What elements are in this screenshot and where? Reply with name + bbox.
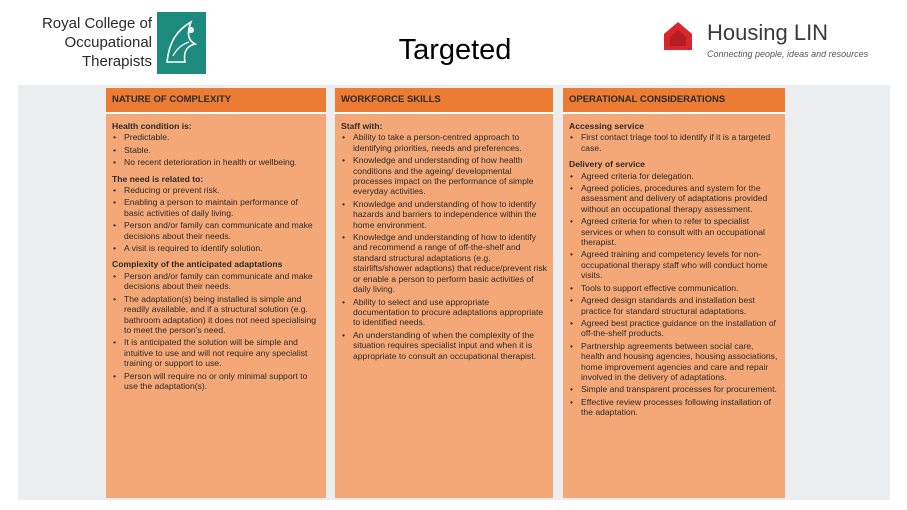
house-icon [663,21,693,51]
page-title: Targeted [398,34,512,66]
bullet-list [112,185,320,253]
section-title: Accessing service [569,121,645,131]
list-item: • Agreed best practice guidance on the installation of off-the-shelf products. [569,318,779,339]
list-item: • Stable. [112,145,320,155]
section-title: Complexity of the anticipated adaptations [112,259,283,270]
list-item: • Effective review processes following installation of the adaptation. [569,397,779,418]
section-title: Delivery of service [569,159,645,170]
rcot-emblem-icon [157,12,206,74]
list-item: • Agreed criteria for delegation. [569,171,779,181]
section-title: Staff with: [341,121,383,131]
column-nature-of-complexity [106,88,326,498]
column-heading: OPERATIONAL CONSIDERATIONS [563,88,785,114]
rcot-logo-text [38,14,152,71]
bullet-list [341,132,547,361]
list-item: • No recent deterioration in health or wellbeing. [112,157,320,167]
list-item: • Person and/or family can communicate and make decisions about their needs. [112,271,320,292]
list-item: • The adaptation(s) being installed is simple and readily available, and if a structural solution (e.g. bathroom adaptation) it does not need specialising to meet the person's need. [112,294,320,336]
list-item: • Knowledge and understanding of how health conditions and the ageing/ developmental processes impact on the performance of simple everyday activities. [341,155,547,197]
list-item: • Simple and transparent processes for procurement. [569,384,779,394]
list-item: • Partnership agreements between social care, health and housing agencies, housing associations, home improvement agencies and care and repair involved in the delivery of adaptations. [569,341,779,383]
column-workforce-skills [335,88,553,498]
list-item: • Knowledge and understanding of how to identify hazards and barriers to independence within the home environment. [341,199,547,230]
bullet-list [569,132,779,153]
rcot-line-1: Royal College of [41,15,152,32]
list-item: • Person will require no or only minimal support to use the adaptation(s). [112,371,320,392]
column-operational-considerations [563,88,785,498]
rcot-logo [38,12,208,74]
list-item: • Agreed criteria for when to refer to specialist services or when to consult with an occupational therapist. [569,216,779,247]
list-item: • Agreed design standards and installation best practice for standard structural adaptations. [569,295,779,316]
list-item: • An understanding of when the complexity of the situation requires specialist input and when it is appropriate to consult an occupational therapist. [341,330,547,361]
list-item: • Tools to support effective communication. [569,283,779,293]
section-title: The need is related to: [112,173,204,184]
list-item: • Ability to take a person-centred approach to identifying priorities, needs and preferences. [341,132,547,153]
list-item: • Enabling a person to maintain performance of basic activities of daily living. [112,197,320,218]
list-item: • Reducing or prevent risk. [112,185,320,195]
bullet-list [569,171,779,418]
list-item: • Ability to select and use appropriate documentation to procure adaptations appropriate to identified needs. [341,297,547,328]
rcot-line-3: Therapists [81,53,152,70]
housing-lin-logo [663,18,883,64]
list-item: • A visit is required to identify solution. [112,243,320,253]
rcot-line-2: Occupational [64,34,152,51]
lin-logo-tagline: Connecting people, ideas and resources [707,49,869,59]
list-item: • First contact triage tool to identify if it is a targeted case. [569,132,779,153]
column-heading: NATURE OF COMPLEXITY [106,88,326,114]
list-item: • Agreed policies, procedures and system for the assessment and delivery of adaptations provided without an occupational therapy assessment. [569,183,779,214]
list-item: • Predictable. [112,132,320,142]
list-item: • It is anticipated the solution will be simple and intuitive to use and will not require any specialist training or support to use. [112,337,320,368]
bullet-list [112,271,320,391]
list-item: • Person and/or family can communicate and make decisions about their needs. [112,220,320,241]
list-item: • Knowledge and understanding of how to identify and recommend a range of off-the-shelf and standard structural adaptations (e.g. stairlifts/shower adaptions) that reduce/prevent risk or enable a person to perform basic activities of daily living. [341,232,547,294]
lin-logo-name: Housing LIN [707,20,829,45]
section-title: Health condition is: [112,121,192,131]
column-heading: WORKFORCE SKILLS [335,88,553,114]
list-item: • Agreed training and competency levels for non-occupational therapy staff who will conduct home visits. [569,249,779,280]
bullet-list [112,132,320,167]
